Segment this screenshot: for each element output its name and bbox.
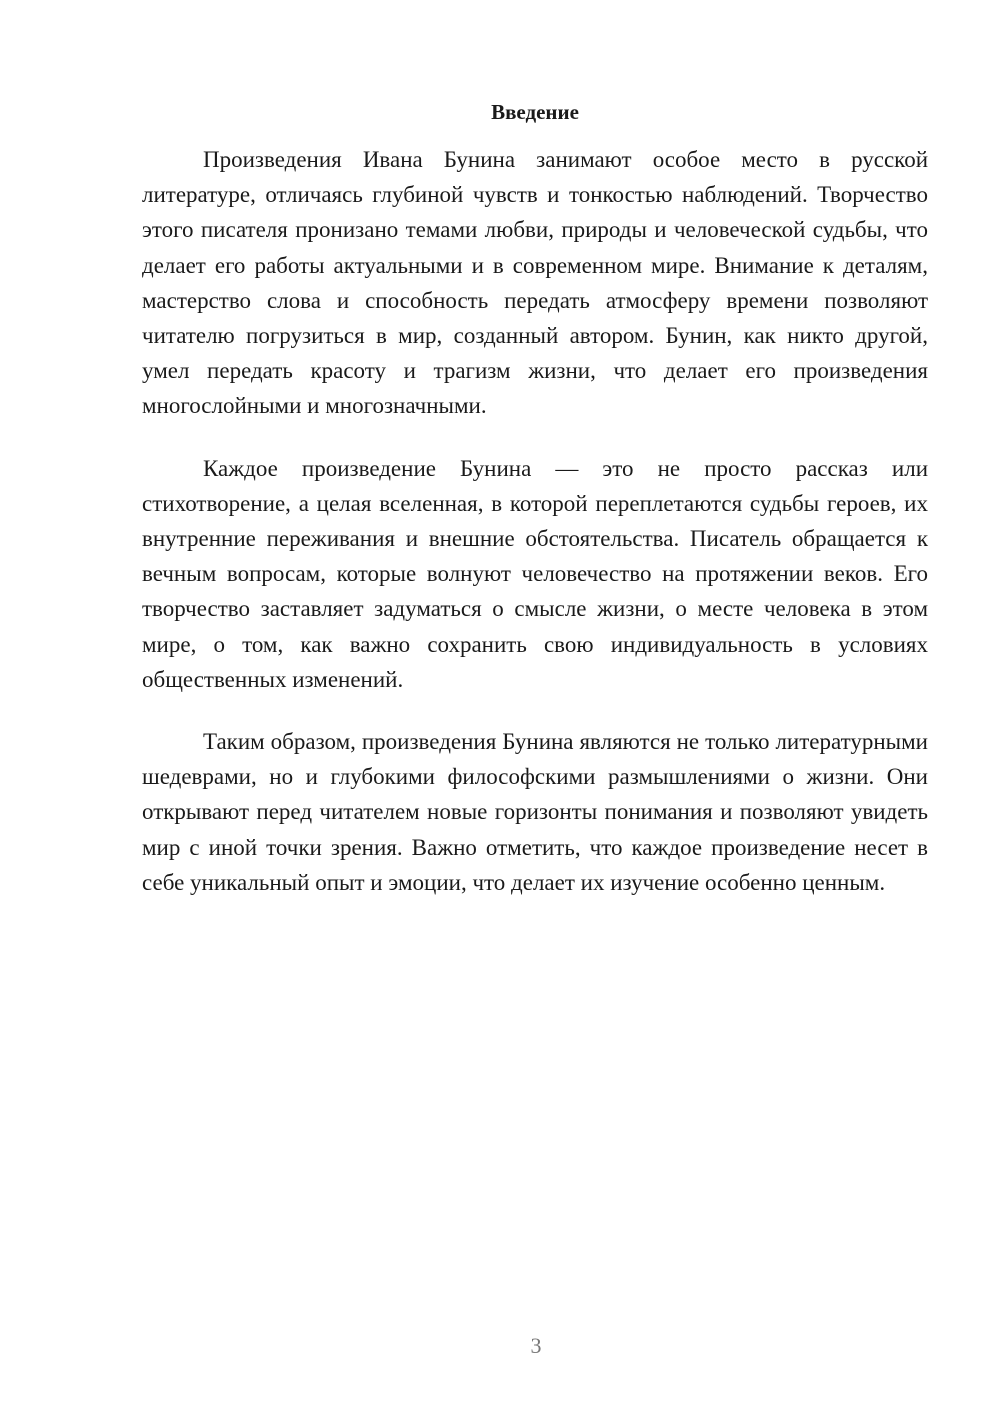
paragraph-3: Таким образом, произведения Бунина являются не только литературными шедеврами, но и глубокими философскими размышлениями о жизни. Они открывают перед читателем новые горизонты понимания и позволяют увидеть мир с иной точки зрения. Важно отметить, что каждое произведение несет в себе уникальный опыт и эмоции, что делает их изучение особенно ценным. [142,729,928,895]
body-text [142,142,928,927]
paragraph-2: Каждое произведение Бунина — это не просто рассказ или стихотворение, а целая вселенная, в которой переплетаются судьбы героев, их внутренние переживания и внешние обстоятельства. Писатель обращается к вечным вопросам, которые волнуют человечество на протяжении веков. Его творчество заставляет задуматься о смысле жизни, о месте человека в этом мире, о том, как важно сохранить свою индивидуальность в условиях общественных изменений. [142,455,928,692]
page-number: 3 [530,1333,542,1358]
section-heading: Введение [491,100,579,124]
paragraph-1: Произведения Ивана Бунина занимают особое место в русской литературе, отличаясь глубиной чувств и тонкостью наблюдений. Творчество этого писателя пронизано темами любви, природы и человеческой судьбы, что делает его работы актуальными и в современном мире. Внимание к деталям, мастерство слова и способность передать атмосферу времени позволяют читателю погрузиться в мир, созданный автором. Бунин, как никто другой, умел передать красоту и трагизм жизни, что делает его произведения многослойными и многозначными. [142,147,928,419]
